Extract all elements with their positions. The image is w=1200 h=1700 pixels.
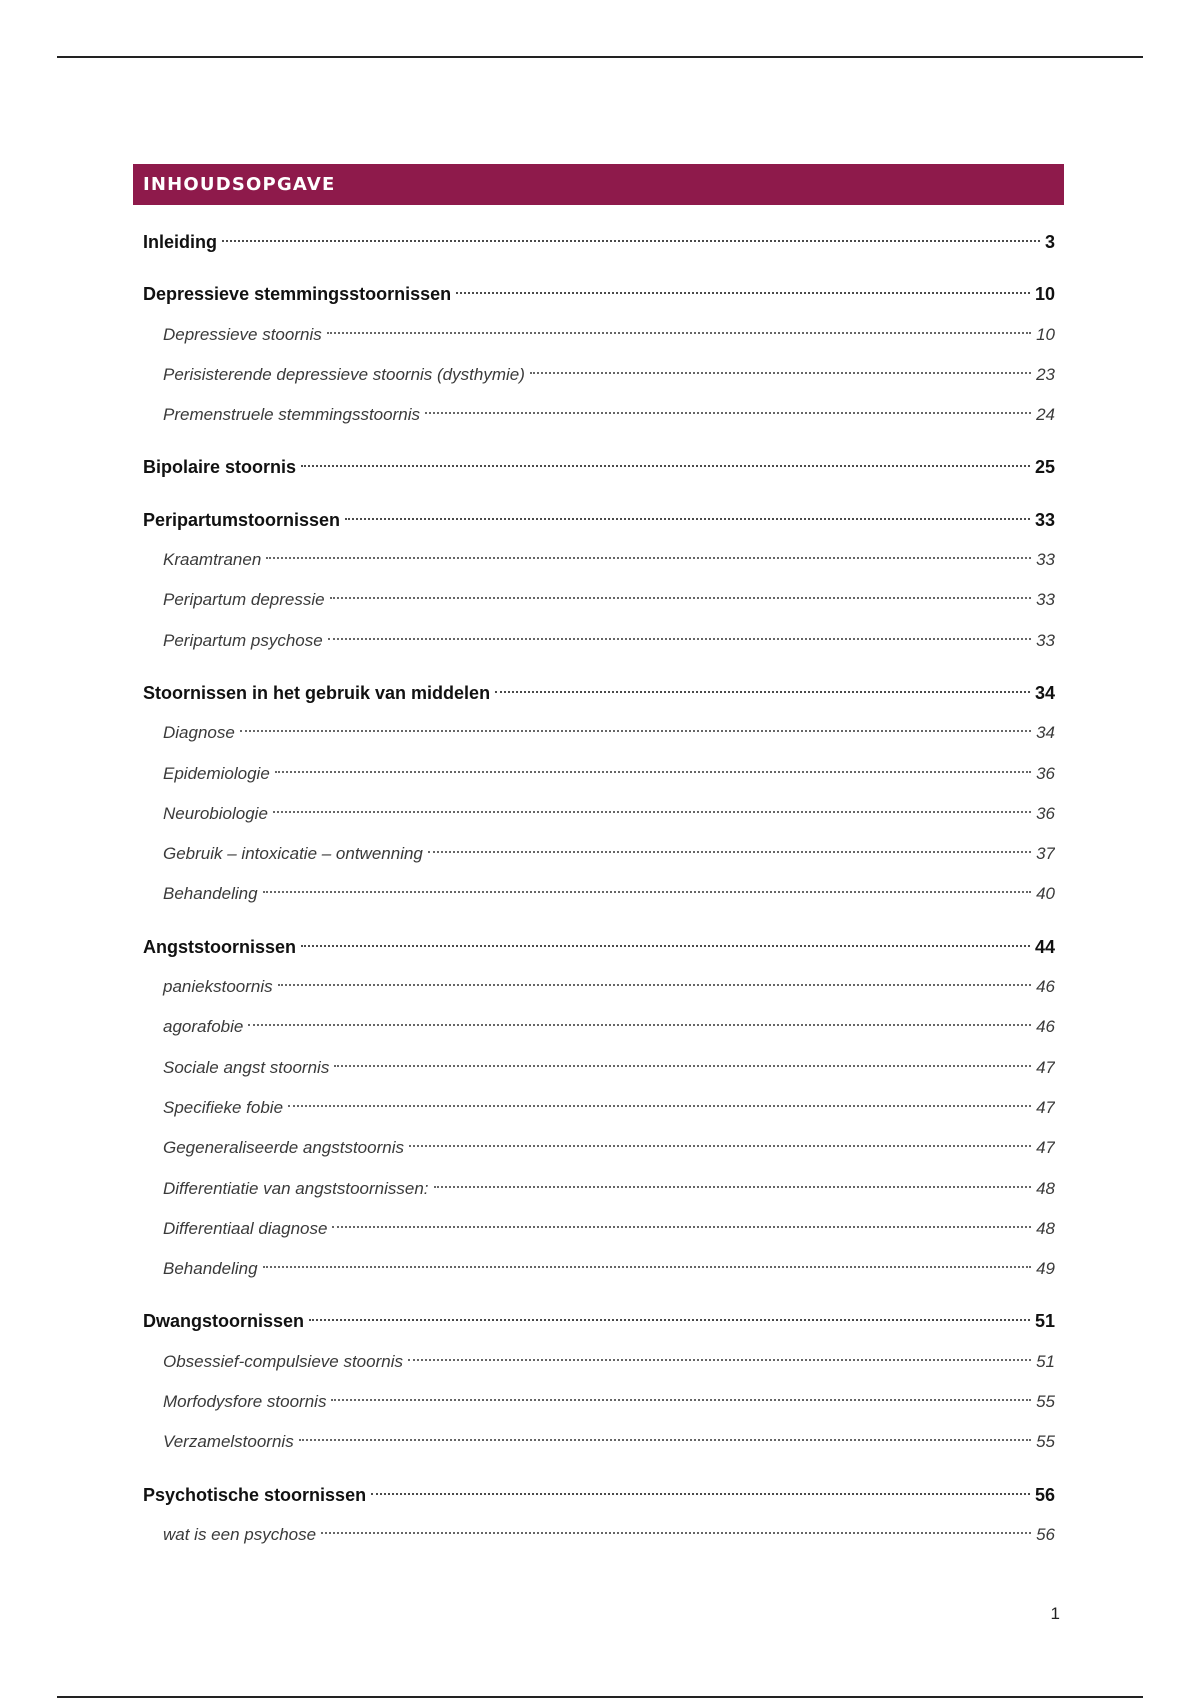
toc-dot-leader: [331, 1399, 1031, 1401]
toc-dot-leader: [301, 465, 1030, 467]
toc-entry-title: Premenstruele stemmingsstoornis: [163, 405, 420, 425]
toc-entry-page: 24: [1036, 405, 1055, 425]
toc-subsection-entry[interactable]: [143, 355, 1055, 395]
toc-subsection-entry[interactable]: [143, 395, 1055, 435]
toc-entry-title: Dwangstoornissen: [143, 1311, 305, 1332]
footer-rule: [57, 1696, 1143, 1698]
toc-entry-title: Gegeneraliseerde angststoornis: [163, 1138, 404, 1158]
toc-entry-page: 37: [1036, 844, 1055, 864]
toc-entry-title: Perisisterende depressieve stoornis (dysthymie): [163, 364, 525, 384]
toc-dot-leader: [240, 730, 1031, 732]
toc-dot-leader: [273, 811, 1031, 813]
toc-dot-leader: [345, 518, 1030, 520]
toc-entry-title: Differentiatie van angststoornissen:: [163, 1178, 429, 1198]
toc-entry-page: 47: [1036, 1057, 1055, 1077]
toc-entry-page: 36: [1036, 763, 1055, 783]
toc-dot-leader: [328, 638, 1031, 640]
toc-entry-title: Inleiding: [143, 232, 217, 252]
toc-subsection-entry[interactable]: [143, 315, 1055, 355]
toc-dot-leader: [428, 851, 1031, 853]
table-of-contents: [143, 222, 1055, 1555]
toc-entry-page: 40: [1036, 884, 1055, 904]
toc-subsection-entry[interactable]: [143, 540, 1055, 580]
toc-dot-leader: [495, 691, 1030, 693]
toc-subsection-entry[interactable]: [143, 1422, 1055, 1462]
toc-entry-title: Depressieve stemmingsstoornissen: [143, 284, 452, 305]
toc-section-entry[interactable]: [143, 447, 1055, 487]
toc-entry-page: 51: [1034, 1311, 1055, 1332]
toc-section-entry[interactable]: [143, 673, 1055, 713]
toc-entry-page: 33: [1036, 590, 1055, 610]
toc-entry-title: paniekstoornis: [163, 977, 273, 997]
toc-entry-title: Peripartum depressie: [163, 590, 325, 610]
toc-dot-leader: [334, 1065, 1031, 1067]
toc-section-entry[interactable]: [143, 1475, 1055, 1515]
toc-heading: INHOUDSOPGAVE: [133, 164, 1064, 205]
toc-entry-page: 34: [1034, 682, 1055, 703]
toc-entry-page: 33: [1036, 550, 1055, 570]
toc-entry-page: 33: [1036, 630, 1055, 650]
toc-subsection-entry[interactable]: [143, 1088, 1055, 1128]
toc-subsection-entry[interactable]: [143, 621, 1055, 661]
toc-dot-leader: [330, 597, 1032, 599]
toc-subsection-entry[interactable]: [143, 1169, 1055, 1209]
toc-subsection-entry[interactable]: [143, 794, 1055, 834]
toc-entry-title: Diagnose: [163, 723, 235, 743]
toc-entry-page: 44: [1034, 936, 1055, 957]
toc-entry-page: 25: [1034, 457, 1055, 478]
toc-dot-leader: [301, 945, 1030, 947]
toc-dot-leader: [530, 372, 1031, 374]
toc-subsection-entry[interactable]: [143, 754, 1055, 794]
toc-entry-page: 46: [1036, 977, 1055, 997]
toc-entry-page: 10: [1034, 284, 1055, 305]
toc-entry-page: 36: [1036, 803, 1055, 823]
toc-dot-leader: [222, 240, 1040, 242]
toc-dot-leader: [321, 1532, 1031, 1534]
toc-subsection-entry[interactable]: [143, 967, 1055, 1007]
toc-entry-title: Peripartum psychose: [163, 630, 323, 650]
toc-dot-leader: [371, 1493, 1030, 1495]
toc-entry-title: Psychotische stoornissen: [143, 1484, 367, 1505]
toc-entry-page: 56: [1034, 1484, 1055, 1505]
toc-entry-page: 48: [1036, 1218, 1055, 1238]
toc-entry-page: 23: [1036, 364, 1055, 384]
toc-entry-title: Obsessief-compulsieve stoornis: [163, 1351, 403, 1371]
toc-entry-page: 47: [1036, 1138, 1055, 1158]
toc-dot-leader: [327, 332, 1031, 334]
toc-subsection-entry[interactable]: [143, 1382, 1055, 1422]
toc-dot-leader: [248, 1024, 1031, 1026]
toc-dot-leader: [309, 1319, 1030, 1321]
toc-entry-page: 33: [1034, 509, 1055, 530]
toc-dot-leader: [434, 1186, 1032, 1188]
toc-entry-page: 47: [1036, 1097, 1055, 1117]
toc-entry-page: 55: [1036, 1392, 1055, 1412]
toc-subsection-entry[interactable]: [143, 1342, 1055, 1382]
toc-entry-title: Neurobiologie: [163, 803, 268, 823]
toc-dot-leader: [263, 1266, 1032, 1268]
toc-subsection-entry[interactable]: [143, 1249, 1055, 1289]
toc-subsection-entry[interactable]: [143, 874, 1055, 914]
toc-dot-leader: [278, 984, 1031, 986]
toc-subsection-entry[interactable]: [143, 1007, 1055, 1047]
toc-dot-leader: [263, 891, 1032, 893]
toc-entry-title: Depressieve stoornis: [163, 324, 322, 344]
toc-section-entry[interactable]: [143, 1301, 1055, 1341]
toc-entry-title: Morfodysfore stoornis: [163, 1392, 327, 1412]
toc-dot-leader: [408, 1359, 1031, 1361]
toc-section-entry[interactable]: [143, 500, 1055, 540]
toc-subsection-entry[interactable]: [143, 834, 1055, 874]
toc-entry-page: 49: [1036, 1259, 1055, 1279]
toc-dot-leader: [288, 1105, 1031, 1107]
toc-dot-leader: [456, 292, 1030, 294]
header-rule: [57, 56, 1143, 58]
toc-entry-title: Kraamtranen: [163, 550, 262, 570]
toc-entry-title: Epidemiologie: [163, 763, 270, 783]
toc-entry-page: 51: [1036, 1351, 1055, 1371]
toc-entry-page: 48: [1036, 1178, 1055, 1198]
toc-entry-page: 55: [1036, 1432, 1055, 1452]
toc-entry-title: Specifieke fobie: [163, 1097, 284, 1117]
toc-entry-page: 56: [1036, 1524, 1055, 1544]
toc-entry-title: Behandeling: [163, 884, 258, 904]
toc-dot-leader: [425, 412, 1031, 414]
toc-entry-title: Behandeling: [163, 1259, 258, 1279]
toc-dot-leader: [409, 1145, 1031, 1147]
toc-entry-title: Differentiaal diagnose: [163, 1218, 328, 1238]
toc-subsection-entry[interactable]: [143, 1209, 1055, 1249]
toc-dot-leader: [332, 1226, 1031, 1228]
toc-entry-page: 10: [1036, 324, 1055, 344]
toc-section-entry[interactable]: [143, 927, 1055, 967]
toc-section-entry[interactable]: [143, 222, 1055, 262]
toc-entry-title: agorafobie: [163, 1017, 244, 1037]
toc-dot-leader: [299, 1439, 1031, 1441]
toc-subsection-entry[interactable]: [143, 580, 1055, 620]
toc-entry-page: 34: [1036, 723, 1055, 743]
toc-entry-title: wat is een psychose: [163, 1524, 317, 1544]
toc-entry-title: Stoornissen in het gebruik van middelen: [143, 682, 491, 703]
toc-entry-title: Gebruik – intoxicatie – ontwenning: [163, 844, 423, 864]
toc-entry-title: Sociale angst stoornis: [163, 1057, 330, 1077]
toc-dot-leader: [266, 557, 1031, 559]
toc-entry-title: Verzamelstoornis: [163, 1432, 294, 1452]
toc-entry-page: 3: [1044, 232, 1055, 252]
toc-entry-title: Bipolaire stoornis: [143, 457, 297, 478]
toc-entry-title: Peripartumstoornissen: [143, 509, 341, 530]
toc-dot-leader: [275, 771, 1031, 773]
toc-entry-page: 46: [1036, 1017, 1055, 1037]
toc-subsection-entry[interactable]: [143, 1048, 1055, 1088]
toc-entry-title: Angststoornissen: [143, 936, 297, 957]
toc-subsection-entry[interactable]: [143, 1128, 1055, 1168]
toc-subsection-entry[interactable]: [143, 1515, 1055, 1555]
page-number: 1: [1050, 1604, 1060, 1623]
toc-subsection-entry[interactable]: [143, 713, 1055, 753]
toc-section-entry[interactable]: [143, 274, 1055, 314]
